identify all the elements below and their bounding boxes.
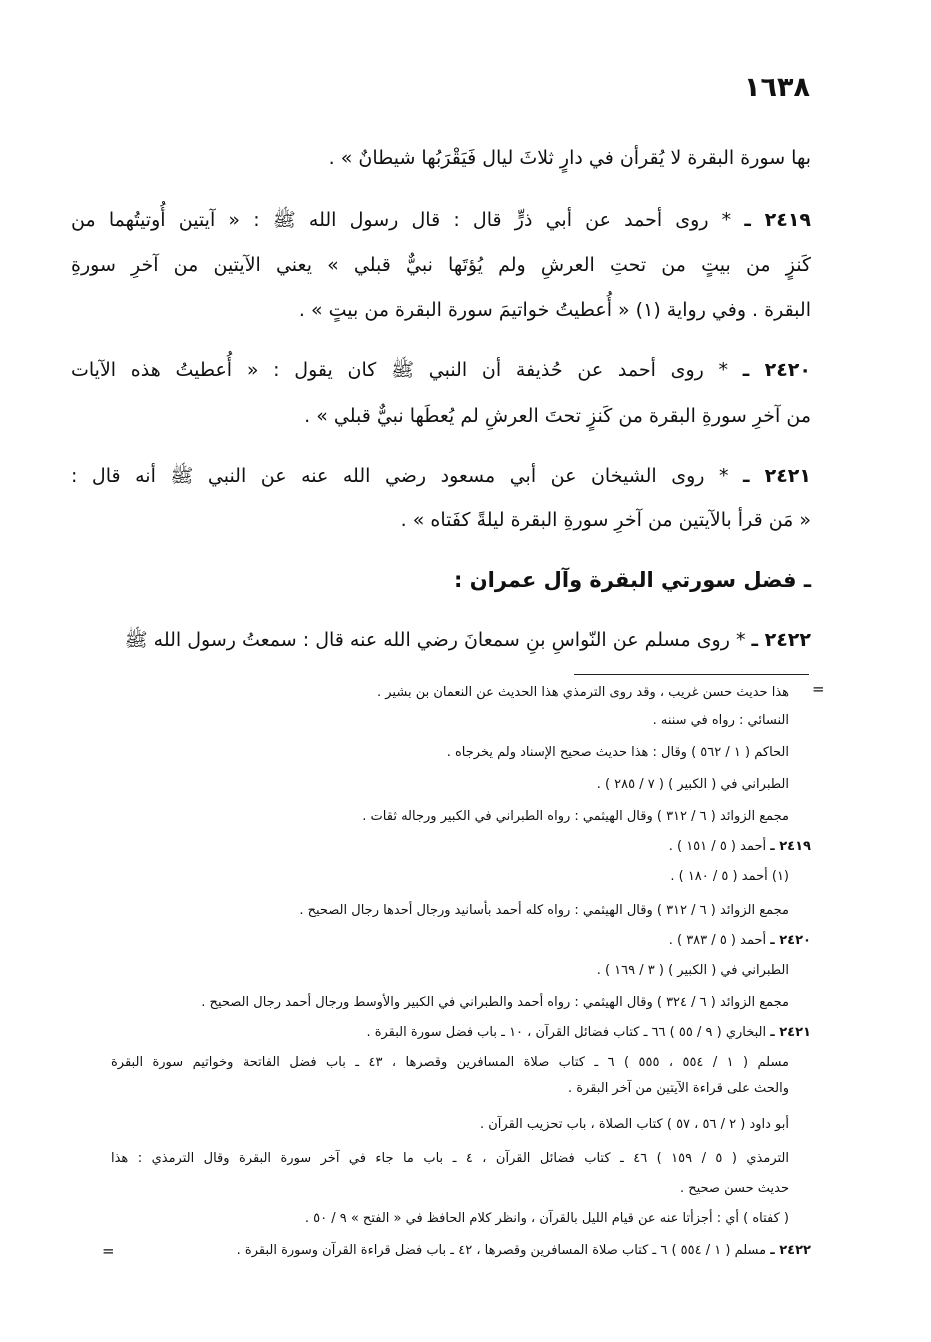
hadith-2420-line-1 xyxy=(71,350,811,390)
hadith-text: * روى الشيخان عن أبي مسعود رضي الله عنه عن النبي ﷺ أنه قال : xyxy=(71,465,729,487)
footnote-line: ( كفتاه ) أي : أجزأتا عنه عن قيام الليل بالقرآن ، وانظر كلام الحافظ في « الفتح » ٩ / ٥٠ . xyxy=(304,1211,789,1226)
continuation-mark: = xyxy=(812,680,825,698)
page-number: ١٦٣٨ xyxy=(744,72,810,103)
footnote-line xyxy=(111,1020,811,1046)
footnote-line xyxy=(111,1238,811,1264)
body-line: بها سورة البقرة لا يُقرأن في دارٍ ثلاثَ ليال فَيَقْرَبُها شيطانٌ » . xyxy=(328,147,811,169)
hadith-text: * روى أحمد عن أبي ذرٍّ قال : قال رسول الله ﷺ : « آيتين أُوتيتُهما من xyxy=(71,209,732,231)
footnote-number: ٢٤١٩ ـ xyxy=(770,839,811,854)
footnote-line: مجمع الزوائد ( ٦ / ٣١٢ ) وقال الهيثمي : رواه الطبراني في الكبير ورجاله ثقات . xyxy=(362,809,789,824)
hadith-2419-line-2: كَنزٍ من بيتٍ من تحتِ العرشِ ولم يُؤتَها نبيٌّ قبلي » يعني الآيتين من آخرِ سورةِ xyxy=(71,254,811,276)
footnote-separator xyxy=(574,674,809,675)
hadith-number: ٢٤٢٠ ـ xyxy=(742,359,811,381)
footnote-line: الطبراني في ( الكبير ) ( ٧ / ٢٨٥ ) . xyxy=(596,777,789,792)
footnote-line xyxy=(111,834,811,860)
hadith-number: ٢٤٢١ ـ xyxy=(743,465,811,487)
hadith-text: * روى أحمد عن حُذيفة أن النبي ﷺ كان يقول : « أُعطيتُ هذه الآيات xyxy=(71,359,729,381)
footnote-line: حديث حسن صحيح . xyxy=(679,1181,789,1196)
footnote-number: ٢٤٢١ ـ xyxy=(770,1025,811,1040)
hadith-2420-line-2: من آخرِ سورةِ البقرة من كَنزٍ تحتَ العرشِ لم يُعطَها نبيٌّ قبلي » . xyxy=(304,405,811,427)
hadith-text: * روى مسلم عن النّواسِ بنِ سمعانَ رضي الله عنه قال : سمعتُ رسول الله ﷺ xyxy=(124,629,746,651)
footnote-line: مجمع الزوائد ( ٦ / ٣٢٤ ) وقال الهيثمي : رواه أحمد والطبراني في الكبير والأوسط ورجال أحمد رجال الصحيح . xyxy=(201,995,789,1010)
hadith-2421-line-1 xyxy=(71,456,811,496)
footnote-text: مسلم ( ١ / ٥٥٤ ) ٦ ـ كتاب صلاة المسافرين وقصرها ، ٤٢ ـ باب فضل قراءة القرآن وسورة البقرة . xyxy=(236,1243,767,1258)
footnote-line: الترمذي ( ٥ / ١٥٩ ) ٤٦ ـ كتاب فضائل القرآن ، ٤ ـ باب ما جاء في آخر سورة البقرة وقال الترمذي : هذا xyxy=(111,1151,789,1166)
footnote-line: هذا حديث حسن غريب ، وقد روى الترمذي هذا الحديث عن النعمان بن بشير . xyxy=(376,685,789,700)
footnote-line: الطبراني في ( الكبير ) ( ٣ / ١٦٩ ) . xyxy=(596,963,789,978)
section-heading: ـ فضل سورتي البقرة وآل عمران : xyxy=(454,568,811,592)
hadith-2421-line-2: « مَن قرأ بالآيتين من آخرِ سورةِ البقرة ليلةً كفَتاه » . xyxy=(400,509,811,531)
footnote-text: أحمد ( ٥ / ١٥١ ) . xyxy=(668,839,767,854)
continuation-mark: = xyxy=(102,1242,115,1260)
footnote-line: مسلم ( ١ / ٥٥٤ ، ٥٥٥ ) ٦ ـ كتاب صلاة المسافرين وقصرها ، ٤٣ ـ باب فضل الفاتحة وخواتيم سورة البقرة xyxy=(111,1055,789,1070)
footnote-line: الحاكم ( ١ / ٥٦٢ ) وقال : هذا حديث صحيح الإسناد ولم يخرجاه . xyxy=(446,745,789,760)
hadith-2422-line-1 xyxy=(71,620,811,660)
footnote-line: مجمع الزوائد ( ٦ / ٣١٢ ) وقال الهيثمي : رواه كله أحمد بأسانيد ورجال أحدها رجال الصحيح . xyxy=(299,903,789,918)
hadith-2419-line-1 xyxy=(71,200,811,240)
footnote-line xyxy=(111,928,811,954)
footnote-text: أحمد ( ٥ / ٣٨٣ ) . xyxy=(668,933,767,948)
footnote-number: ٢٤٢٢ ـ xyxy=(770,1243,811,1258)
hadith-2419-line-3: البقرة . وفي رواية (١) « أُعطيتُ خواتيمَ سورة البقرة من بيتٍ » . xyxy=(298,299,811,321)
footnote-line: (١) أحمد ( ٥ / ١٨٠ ) . xyxy=(670,869,789,884)
footnote-text: البخاري ( ٩ / ٥٥ ) ٦٦ ـ كتاب فضائل القرآن ، ١٠ ـ باب فضل سورة البقرة . xyxy=(366,1025,767,1040)
footnote-line: النسائي : رواه في سننه . xyxy=(652,713,789,728)
footnote-line: أبو داود ( ٢ / ٥٦ ، ٥٧ ) كتاب الصلاة ، باب تحزيب القرآن . xyxy=(480,1117,789,1132)
hadith-number: ٢٤٢٢ ـ xyxy=(751,629,811,651)
hadith-number: ٢٤١٩ ـ xyxy=(744,209,811,231)
footnote-line: والحث على قراءة الآيتين من آخر البقرة . xyxy=(567,1081,789,1096)
footnote-number: ٢٤٢٠ ـ xyxy=(770,933,811,948)
